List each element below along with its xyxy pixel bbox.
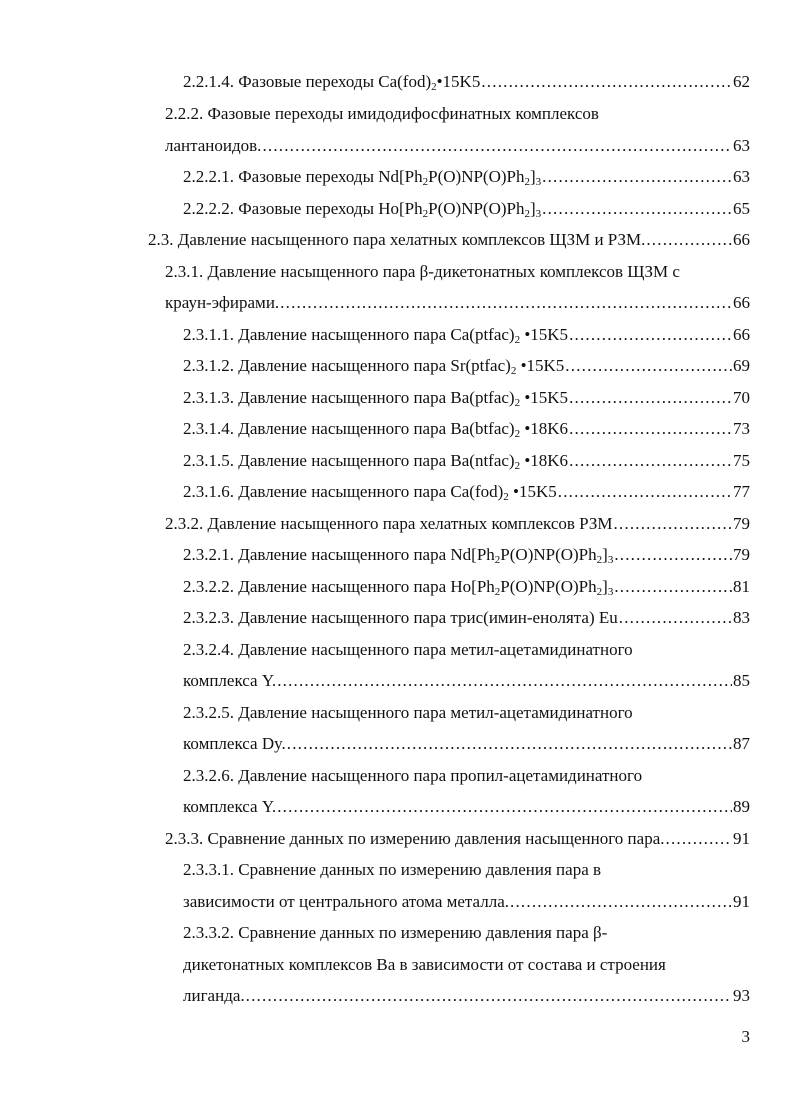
toc-entry-continuation: [183, 950, 750, 980]
toc-page-number: 73: [733, 419, 750, 438]
leader-dots: [277, 666, 732, 696]
toc-entry-title: 2.3.3. Сравнение данных по измерению давления насыщенного пара.: [165, 829, 665, 848]
leader-dots: [613, 509, 732, 539]
leader-dots: [569, 320, 732, 350]
toc-entry-title: 2.3.2.5. Давление насыщенного пара метил-ацетамидинатного: [183, 703, 633, 722]
toc-page-number: 79: [733, 514, 750, 533]
toc-page-number: 79: [733, 545, 750, 564]
toc-entry: [148, 225, 750, 255]
toc-page-number: 93: [733, 986, 750, 1005]
toc-page-number: 65: [733, 199, 750, 218]
toc-entry-continuation: [165, 288, 750, 318]
toc-entry: [165, 257, 750, 287]
toc-entry: [183, 383, 750, 413]
toc-entry-title: комплекса Y.: [183, 671, 277, 690]
leader-dots: [569, 414, 732, 444]
leader-dots: [287, 729, 732, 759]
leader-dots: [280, 288, 732, 318]
toc-entry-title: 2.2.2.2. Фазовые переходы $Ho[Ph_2P(O)NP(O)Ph_2]_3$: [183, 199, 542, 220]
toc-page-number: 63: [733, 136, 750, 155]
toc-entry-title: 2.3.1.4. Давление насыщенного пара $Ba(btfac)_2$ •18K6: [183, 419, 569, 440]
toc-page-number: 69: [733, 356, 750, 375]
leader-dots: [666, 824, 733, 854]
leader-dots: [510, 887, 732, 917]
toc-entry: [183, 477, 750, 507]
toc-entry-title: дикетонатных комплексов Ba в зависимости от состава и строения: [183, 955, 666, 974]
toc-page-number: 89: [733, 797, 750, 816]
toc-entry-title: 2.3.2.6. Давление насыщенного пара пропил-ацетамидинатного: [183, 766, 643, 785]
toc-entry: [183, 351, 750, 381]
toc-entry-title: 2.3.3.2. Сравнение данных по измерению давления пара β-: [183, 923, 608, 942]
toc-entry-title: 2.3.1.2. Давление насыщенного пара $Sr(ptfac)_2$ •15K5: [183, 356, 565, 377]
leader-dots: [246, 981, 732, 1011]
toc-entry-title: зависимости от центрального атома металла.: [183, 892, 510, 911]
page-number: 3: [741, 1027, 750, 1046]
leader-dots: [619, 603, 732, 633]
toc-entry-title: 2.3. Давление насыщенного пара хелатных комплексов ЩЗМ и РЗМ.: [148, 230, 646, 249]
toc-entry-title: 2.3.2.3. Давление насыщенного пара трис(имин-енолята) Eu: [183, 608, 618, 627]
toc-page-number: 66: [733, 325, 750, 344]
toc-entry: [183, 414, 750, 444]
toc-entry-title: 2.2.2. Фазовые переходы имидодифосфинатных комплексов: [165, 104, 599, 123]
toc-entry-continuation: [183, 887, 750, 917]
toc-page-number: 66: [733, 230, 750, 249]
toc-entry-title: 2.3.3.1. Сравнение данных по измерению давления пара в: [183, 860, 602, 879]
toc-page-number: 66: [733, 293, 750, 312]
leader-dots: [481, 67, 732, 97]
toc-entry: [183, 67, 750, 97]
toc-page-number: 75: [733, 451, 750, 470]
toc-page-number: 77: [733, 482, 750, 501]
leader-dots: [646, 225, 732, 255]
toc-entry-title: краун-эфирами.: [165, 293, 280, 312]
toc-entry-title: 2.3.1.6. Давление насыщенного пара $Ca(fod)_2$ •15K5: [183, 482, 557, 503]
leader-dots: [614, 540, 732, 570]
leader-dots: [542, 162, 732, 192]
toc-entry-continuation: [183, 981, 750, 1011]
toc-entry-continuation: [183, 729, 750, 759]
leader-dots: [277, 792, 732, 822]
toc-entry: [183, 320, 750, 350]
toc-entry: [183, 162, 750, 192]
leader-dots: [569, 446, 732, 476]
toc-page-number: 81: [733, 577, 750, 596]
toc-page-number: 85: [733, 671, 750, 690]
toc-entry-title: 2.3.2.2. Давление насыщенного пара $Ho[Ph_2P(O)NP(O)Ph_2]_3$: [183, 577, 614, 598]
toc-entry: [183, 603, 750, 633]
toc-entry-title: 2.3.1.3. Давление насыщенного пара $Ba(ptfac)_2$ •15K5: [183, 388, 569, 409]
toc-page-number: 91: [733, 892, 750, 911]
toc-entry-continuation: [165, 131, 750, 161]
toc-entry-title: 2.3.2.1. Давление насыщенного пара $Nd[Ph_2P(O)NP(O)Ph_2]_3$: [183, 545, 614, 566]
toc-entry-title: 2.3.1.1. Давление насыщенного пара $Ca(ptfac)_2$ •15K5: [183, 325, 569, 346]
toc-entry-title: комплекса Y.: [183, 797, 277, 816]
toc-entry-title: лантаноидов.: [165, 136, 262, 155]
toc-entry: [183, 446, 750, 476]
leader-dots: [565, 351, 732, 381]
toc-entry-title: 2.3.2. Давление насыщенного пара хелатных комплексов РЗМ: [165, 514, 613, 533]
toc-entry: [165, 509, 750, 539]
toc-page-number: 63: [733, 167, 750, 186]
toc-page-number: 87: [733, 734, 750, 753]
toc-entry-title: 2.3.2.4. Давление насыщенного пара метил-ацетамидинатного: [183, 640, 633, 659]
toc-entry: [165, 99, 750, 129]
leader-dots: [558, 477, 732, 507]
toc-entry-title: 2.3.1.5. Давление насыщенного пара $Ba(ntfac)_2$ •18K6: [183, 451, 569, 472]
leader-dots: [542, 194, 732, 224]
toc-entry-title: 2.2.1.4. Фазовые переходы $Ca(fod)_2•15K5$: [183, 72, 481, 93]
toc-entry-continuation: [183, 666, 750, 696]
toc-entry: [183, 761, 750, 791]
toc-entry: [183, 194, 750, 224]
toc-entry: [183, 918, 750, 948]
toc-entry: [183, 572, 750, 602]
toc-page-number: 91: [733, 829, 750, 848]
toc-entry: [183, 698, 750, 728]
toc-page-number: 83: [733, 608, 750, 627]
toc-entry: [183, 635, 750, 665]
toc-entry: [183, 540, 750, 570]
leader-dots: [569, 383, 732, 413]
toc-entry-title: лиганда.: [183, 986, 245, 1005]
toc-entry-title: 2.3.1. Давление насыщенного пара β-дикетонатных комплексов ЩЗМ с: [165, 262, 680, 281]
toc-page-number: 62: [733, 72, 750, 91]
toc-entry: [183, 855, 750, 885]
toc-entry-title: 2.2.2.1. Фазовые переходы $Nd[Ph_2P(O)NP(O)Ph_2]_3$: [183, 167, 542, 188]
toc-page-number: 70: [733, 388, 750, 407]
toc-entry-title: комплекса Dy.: [183, 734, 286, 753]
leader-dots: [262, 131, 732, 161]
toc-entry: [165, 824, 750, 854]
leader-dots: [614, 572, 732, 602]
toc-entry-continuation: [183, 792, 750, 822]
